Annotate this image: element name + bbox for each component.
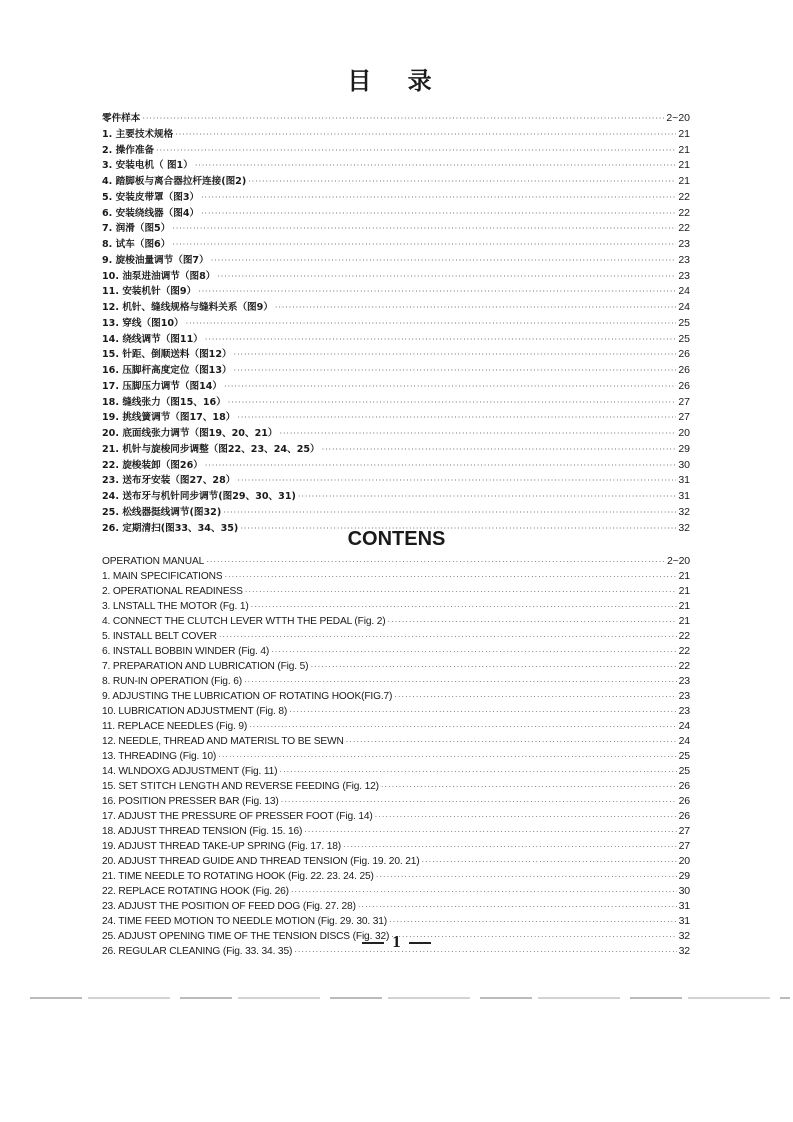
toc-entry-label: 4. 踏脚板与离合器拉杆连接(图2) (102, 176, 247, 187)
toc-entry-page: 24 (678, 735, 690, 747)
toc-leader-dots (281, 797, 677, 806)
toc-entry-page: 23 (678, 675, 690, 687)
toc-entry (102, 425, 690, 441)
toc-entry-label: 15. SET STITCH LENGTH AND REVERSE FEEDING (Fig. 12) (102, 781, 379, 792)
toc-entry-page: 26 (678, 348, 690, 361)
toc-entry-label: 25. 松线器挺线调节(图32) (102, 506, 222, 518)
toc-entry-page: 23 (678, 705, 690, 717)
toc-entry-label: 20. ADJUST THREAD GUIDE AND THREAD TENSION (Fig. 19. 20. 21) (102, 856, 420, 867)
toc-entry-label: 26. 定期清扫(图33、34、35) (102, 522, 239, 534)
toc-leader-dots (172, 224, 676, 233)
toc-leader-dots (346, 737, 677, 746)
toc-leader-dots (224, 572, 676, 581)
toc-leader-dots (198, 287, 676, 296)
toc-entry-label: 6. 安装绕线器（图4） (102, 207, 200, 219)
toc-leader-dots (223, 508, 676, 517)
toc-entry-page: 32 (678, 505, 690, 518)
toc-leader-dots (248, 177, 676, 186)
toc-entry-page: 31 (678, 474, 690, 487)
toc-leader-dots (343, 842, 677, 851)
toc-entry-label: 1. 主要技术规格 (102, 128, 174, 140)
toc-entry (102, 660, 690, 675)
toc-entry (102, 900, 690, 915)
toc-entry-page: 31 (678, 915, 690, 927)
toc-entry-page: 26 (678, 364, 690, 376)
toc-leader-dots (389, 917, 677, 926)
toc-leader-dots (206, 557, 665, 566)
toc-entry-label: 21. TIME NEEDLE TO ROTATING HOOK (Fig. 22. 23. 24. 25) (102, 871, 374, 882)
toc-leader-dots (201, 209, 676, 218)
toc-entry-label: 3. LNSTALL THE MOTOR (Fg. 1) (102, 601, 249, 612)
page-title-chinese: 目 录 (347, 67, 446, 95)
toc-leader-dots (217, 272, 676, 281)
toc-entry-page: 30 (678, 458, 690, 471)
toc-entry-page: 22 (678, 206, 690, 219)
toc-entry (102, 630, 690, 645)
toc-entry (102, 735, 690, 750)
toc-entry (102, 885, 690, 900)
toc-leader-dots (394, 692, 676, 701)
footer-rule (30, 997, 790, 999)
toc-entry-label: 9. ADJUSTING THE LUBRICATION OF ROTATING HOOK(FIG.7) (102, 691, 393, 702)
toc-entry (102, 394, 690, 410)
toc-leader-dots (322, 445, 677, 454)
toc-entry (102, 205, 690, 221)
toc-entry-page: 20 (678, 855, 690, 867)
toc-entry (102, 615, 690, 630)
toc-entry-page: 2~20 (666, 112, 690, 124)
toc-leader-dots (219, 632, 677, 641)
toc-leader-dots (310, 662, 676, 671)
toc-entry-page: 21 (678, 143, 690, 156)
toc-entry-page: 25 (678, 332, 690, 345)
toc-entry-label: 25. ADJUST OPENING TIME OF THE TENSION DISCS (Fig. 32) (102, 931, 390, 942)
toc-entry-page: 29 (678, 870, 690, 882)
toc-entry-label: 3. 安装电机（ 图1） (102, 160, 193, 172)
toc-entry (102, 720, 690, 735)
toc-entry-label: 23. 送布牙安装（图27、28） (102, 475, 236, 487)
toc-entry-label: 14. 绕线调节（图11） (102, 333, 203, 345)
toc-entry (102, 810, 690, 825)
toc-entry-page: 20 (678, 427, 690, 439)
toc-leader-dots (289, 707, 676, 716)
toc-entry-label: 7. 润滑（图5） (102, 223, 171, 235)
dash-left (362, 942, 384, 943)
toc-entry-page: 22 (678, 645, 690, 657)
toc-entry (102, 705, 690, 720)
toc-entry-page: 22 (678, 630, 690, 642)
toc-entry-label: 19. 挑线簧调节（图17、18） (102, 412, 236, 424)
toc-entry-page: 24 (678, 301, 690, 313)
toc-entry (102, 441, 690, 457)
toc-leader-dots (376, 872, 677, 881)
toc-entry-label: OPERATION MANUAL (102, 556, 205, 567)
toc-entry (102, 780, 690, 795)
toc-entry (102, 346, 690, 362)
toc-entry (102, 189, 690, 205)
toc-entry-label: 22. REPLACE ROTATING HOOK (Fig. 26) (102, 886, 289, 897)
toc-entry-page: 31 (678, 490, 690, 502)
toc-leader-dots (237, 413, 676, 422)
toc-entry-label: 15. 针距、倒顺送料（图12） (102, 349, 232, 361)
toc-entry-label: 24. TIME FEED MOTION TO NEEDLE MOTION (Fig. 29. 30. 31) (102, 916, 387, 927)
toc-leader-dots (421, 857, 676, 866)
page-number-value: 1 (392, 932, 401, 951)
toc-entry (102, 840, 690, 855)
toc-entry-label: 18. 缝线张力（图15、16） (102, 396, 226, 408)
toc-leader-dots (234, 366, 677, 375)
toc-entry-page: 30 (678, 885, 690, 897)
toc-entry-label: 4. CONNECT THE CLUTCH LEVER WTTH THE PEDAL (Fig. 2) (102, 616, 386, 627)
toc-entry-label: 8. RUN-IN OPERATION (Fig. 6) (102, 676, 242, 687)
toc-entry-label: 24. 送布牙与机针同步调节(图29、30、31) (102, 491, 296, 502)
toc-entry-label: 26. REGULAR CLEANING (Fig. 33. 34. 35) (102, 946, 293, 957)
toc-entry-label: 6. INSTALL BOBBIN WINDER (Fig. 4) (102, 646, 270, 657)
toc-entry-page: 2~20 (666, 555, 690, 567)
toc-entry (102, 252, 690, 268)
toc-entry (102, 142, 690, 158)
toc-leader-dots (195, 161, 676, 170)
toc-entry-page: 21 (678, 570, 690, 582)
toc-entry-page: 24 (678, 285, 690, 298)
toc-leader-dots (271, 647, 676, 656)
toc-leader-dots (251, 602, 677, 611)
toc-entry-page: 27 (678, 395, 690, 408)
toc-entry-page: 22 (678, 222, 690, 235)
toc-leader-dots (218, 752, 676, 761)
toc-entry-label: 11. 安装机针（图9） (102, 286, 197, 298)
toc-leader-dots (205, 335, 676, 344)
toc-entry-page: 26 (678, 780, 690, 792)
toc-entry-label: 11. REPLACE NEEDLES (Fig. 9) (102, 721, 248, 732)
toc-leader-dots (244, 677, 677, 686)
toc-entry (102, 299, 690, 315)
toc-entry-label: 21. 机针与旋梭同步调整（图22、23、24、25） (102, 443, 320, 455)
toc-entry-label: 16. POSITION PRESSER BAR (Fig. 13) (102, 796, 279, 807)
toc-entry (102, 504, 690, 520)
toc-entry (102, 362, 690, 378)
toc-leader-dots (388, 617, 677, 626)
toc-entry-label: 2. OPERATIONAL READINESS (102, 586, 243, 597)
toc-leader-dots (201, 193, 676, 202)
toc-entry (102, 915, 690, 930)
toc-entry (102, 825, 690, 840)
toc-entry-page: 32 (678, 521, 690, 534)
toc-entry-page: 21 (678, 127, 690, 140)
toc-leader-dots (279, 767, 676, 776)
toc-entry (102, 488, 690, 504)
toc-entry-label: 22. 旋梭装卸（图26） (102, 459, 203, 471)
toc-entry-page: 23 (678, 269, 690, 282)
toc-leader-dots (142, 114, 664, 123)
toc-entry-label: 16. 压脚杆高度定位（图13） (102, 365, 232, 376)
toc-entry (102, 675, 690, 690)
toc-leader-dots (224, 382, 676, 391)
toc-entry-label: 12. 机针、缝线规格与缝料关系（图9） (102, 302, 273, 313)
toc-entry-label: 8. 试车（图6） (102, 239, 171, 250)
toc-entry-label: 5. INSTALL BELT COVER (102, 631, 217, 642)
toc-entry (102, 765, 690, 780)
toc-entry (102, 457, 690, 473)
toc-entry-page: 31 (678, 900, 690, 912)
toc-entry-page: 21 (678, 175, 690, 187)
toc-entry-label: 2. 操作准备 (102, 144, 155, 156)
toc-entry-page: 25 (678, 765, 690, 777)
toc-entry (102, 378, 690, 394)
toc-entry-label: 19. ADJUST THREAD TAKE-UP SPRING (Fig. 17. 18) (102, 841, 341, 852)
toc-entry-label: 10. LUBRICATION ADJUSTMENT (Fig. 8) (102, 706, 288, 717)
toc-entry-page: 23 (678, 253, 690, 266)
toc-entry-page: 26 (678, 810, 690, 822)
toc-entry-page: 22 (678, 190, 690, 203)
toc-leader-dots (249, 722, 677, 731)
toc-entry-label: 13. 穿线（图10） (102, 317, 184, 329)
toc-entry-label: 13. THREADING (Fig. 10) (102, 751, 217, 762)
toc-entry-label: 17. ADJUST THE PRESSURE OF PRESSER FOOT (Fig. 14) (102, 811, 373, 822)
toc-entry-label: 14. WLNDOXG ADJUSTMENT (Fig. 11) (102, 766, 278, 777)
toc-entry-page: 32 (678, 930, 690, 942)
toc-entry (102, 409, 690, 425)
toc-entry (102, 173, 690, 189)
dash-right (409, 942, 431, 943)
toc-leader-dots (280, 429, 677, 438)
toc-entry (102, 570, 690, 585)
toc-entry (102, 472, 690, 488)
toc-entry-page: 27 (678, 840, 690, 852)
toc-leader-dots (304, 827, 676, 836)
toc-entry (102, 236, 690, 252)
toc-entry (102, 110, 690, 126)
toc-entry-label: 23. ADJUST THE POSITION OF FEED DOG (Fig. 27. 28) (102, 901, 356, 912)
toc-entry-page: 21 (678, 159, 690, 172)
page-title-english: CONTENS (347, 528, 446, 550)
toc-entry-label: 7. PREPARATION AND LUBRICATION (Fig. 5) (102, 661, 309, 672)
toc-entry (102, 315, 690, 331)
toc-entry-page: 32 (678, 945, 690, 957)
toc-entry-label: 12. NEEDLE, THREAD AND MATERISL TO BE SEWN (102, 736, 344, 747)
toc-entry-page: 21 (678, 600, 690, 612)
toc-english (102, 555, 690, 960)
toc-leader-dots (381, 782, 677, 791)
toc-entry-page: 23 (678, 238, 690, 250)
toc-entry-page: 22 (678, 660, 690, 672)
toc-entry-page: 29 (678, 442, 690, 455)
toc-entry-label: 17. 压脚压力调节（图14） (102, 380, 223, 392)
toc-entry (102, 750, 690, 765)
toc-entry (102, 268, 690, 284)
toc-entry (102, 157, 690, 173)
toc-leader-dots (156, 146, 676, 155)
toc-entry-label: 5. 安装皮带罩（图3） (102, 191, 200, 203)
toc-entry-page: 27 (678, 825, 690, 837)
toc-leader-dots (228, 398, 677, 407)
toc-entry (102, 555, 690, 570)
toc-entry (102, 126, 690, 142)
toc-entry-label: 10. 油泵进油调节（图8） (102, 270, 216, 282)
toc-entry-label: 9. 旋梭油量调节（图7） (102, 254, 209, 266)
toc-entry-label: 18. ADJUST THREAD TENSION (Fig. 15. 16) (102, 826, 303, 837)
toc-entry-page: 24 (678, 720, 690, 732)
toc-leader-dots (186, 319, 677, 328)
toc-entry-page: 21 (678, 585, 690, 597)
toc-entry-page: 26 (678, 795, 690, 807)
toc-leader-dots (237, 476, 676, 485)
toc-leader-dots (375, 812, 677, 821)
toc-entry-label: 20. 底面线张力调节（图19、20、21） (102, 428, 278, 439)
page-number (0, 932, 793, 952)
toc-entry (102, 855, 690, 870)
toc-leader-dots (211, 256, 677, 265)
toc-entry-label: 1. MAIN SPECIFICATIONS (102, 571, 223, 582)
toc-entry-page: 26 (678, 379, 690, 392)
toc-entry (102, 870, 690, 885)
toc-leader-dots (234, 350, 677, 359)
toc-leader-dots (172, 240, 676, 249)
toc-entry (102, 690, 690, 705)
toc-entry-page: 25 (678, 750, 690, 762)
toc-entry (102, 220, 690, 236)
toc-leader-dots (275, 303, 676, 312)
toc-leader-dots (298, 492, 676, 501)
toc-entry (102, 585, 690, 600)
toc-entry-label: 零件样本 (102, 113, 141, 124)
toc-entry-page: 23 (678, 690, 690, 702)
toc-entry-page: 27 (678, 411, 690, 424)
toc-leader-dots (291, 887, 677, 896)
toc-leader-dots (205, 461, 676, 470)
toc-entry-page: 21 (678, 615, 690, 627)
toc-chinese (102, 110, 690, 535)
toc-entry (102, 600, 690, 615)
toc-entry (102, 331, 690, 347)
toc-entry (102, 645, 690, 660)
toc-entry-page: 25 (678, 316, 690, 329)
toc-entry (102, 795, 690, 810)
toc-entry (102, 283, 690, 299)
toc-leader-dots (245, 587, 677, 596)
toc-leader-dots (358, 902, 677, 911)
toc-leader-dots (175, 130, 676, 139)
